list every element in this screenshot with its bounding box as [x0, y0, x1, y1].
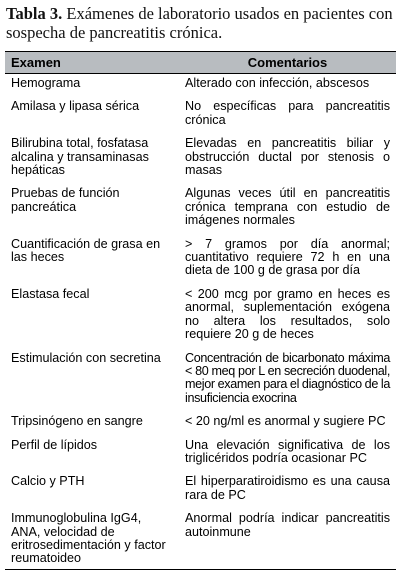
caption-label: Tabla 3.	[6, 4, 63, 23]
header-comentarios: Comentarios	[179, 52, 396, 74]
exam-cell: Tripsinógeno en sangre	[11, 414, 143, 429]
caption-title: Exámenes de laboratorio usados en pacientes con sospecha de pancreatitis crónica.	[6, 4, 393, 42]
table-row	[5, 285, 396, 349]
exam-cell: Hemograma	[11, 76, 81, 90]
comment-cell: Algunas veces útil en pancreatitis crónica temprana con estudio de imágenes normales	[185, 186, 390, 228]
table-caption	[6, 4, 398, 42]
table-row	[5, 472, 396, 509]
comment-cell: > 7 gramos por día anormal; cuantitativo requiere 72 h en una dieta de 100 g de grasa por día	[185, 236, 390, 278]
table-row	[5, 184, 396, 234]
exam-cell: Amilasa y lipasa sérica	[11, 99, 140, 114]
comment-cell: Elevadas en pancreatitis biliar y obstrucción ductal por stenosis o masas	[185, 136, 390, 178]
table-row	[5, 509, 396, 569]
exam-cell: Cuantificación de grasa en las heces	[11, 236, 161, 265]
table-row	[5, 74, 396, 98]
comment-cell: < 20 ng/ml es anormal y sugiere PC	[185, 414, 386, 429]
comment-cell: < 200 mcg por gramo en heces es anormal, suplementación exógena no altera los resultados, solo requiere 20 g de heces	[185, 286, 390, 342]
table-row	[5, 412, 396, 435]
exam-cell: Calcio y PTH	[11, 474, 85, 489]
exam-cell: Immunoglobulina IgG4, ANA, velocidad de eritrosedimentación y factor reumatoideo	[5, 509, 179, 569]
lab-tests-table	[5, 51, 396, 570]
table-row	[5, 134, 396, 184]
comment-cell: Una elevación significativa de los triglicéridos podría ocasionar PC	[185, 437, 390, 465]
header-examen: Examen	[5, 52, 179, 74]
exam-cell: Elastasa fecal	[11, 286, 90, 301]
comment-cell: No específicas para pancreatitis crónica	[185, 99, 390, 127]
exam-cell: Estimulación con secretina	[11, 350, 161, 365]
table-row	[5, 235, 396, 285]
comment-cell: Anormal podría indicar pancreatitis autoinmune	[179, 509, 396, 569]
exam-cell: Perfil de lípidos	[11, 437, 98, 452]
exam-cell: Bilirubina total, fosfatasa alcalina y transaminasas hepáticas	[11, 136, 149, 178]
comment-cell: Alterado con infección, abscesos	[185, 76, 370, 90]
table-row	[5, 436, 396, 473]
comment-cell: Concentración de bicarbonato máxima < 80 meq por L en secreción duodenal, mejor examen para el diagnóstico de la insuficiencia exocrina	[185, 350, 390, 405]
exam-cell: Pruebas de función pancreática	[11, 186, 120, 214]
table-row	[5, 349, 396, 413]
table-header-row	[5, 52, 396, 74]
comment-cell: El hiperparatiroidismo es una causa rara de PC	[185, 474, 390, 502]
table-row	[5, 97, 396, 134]
